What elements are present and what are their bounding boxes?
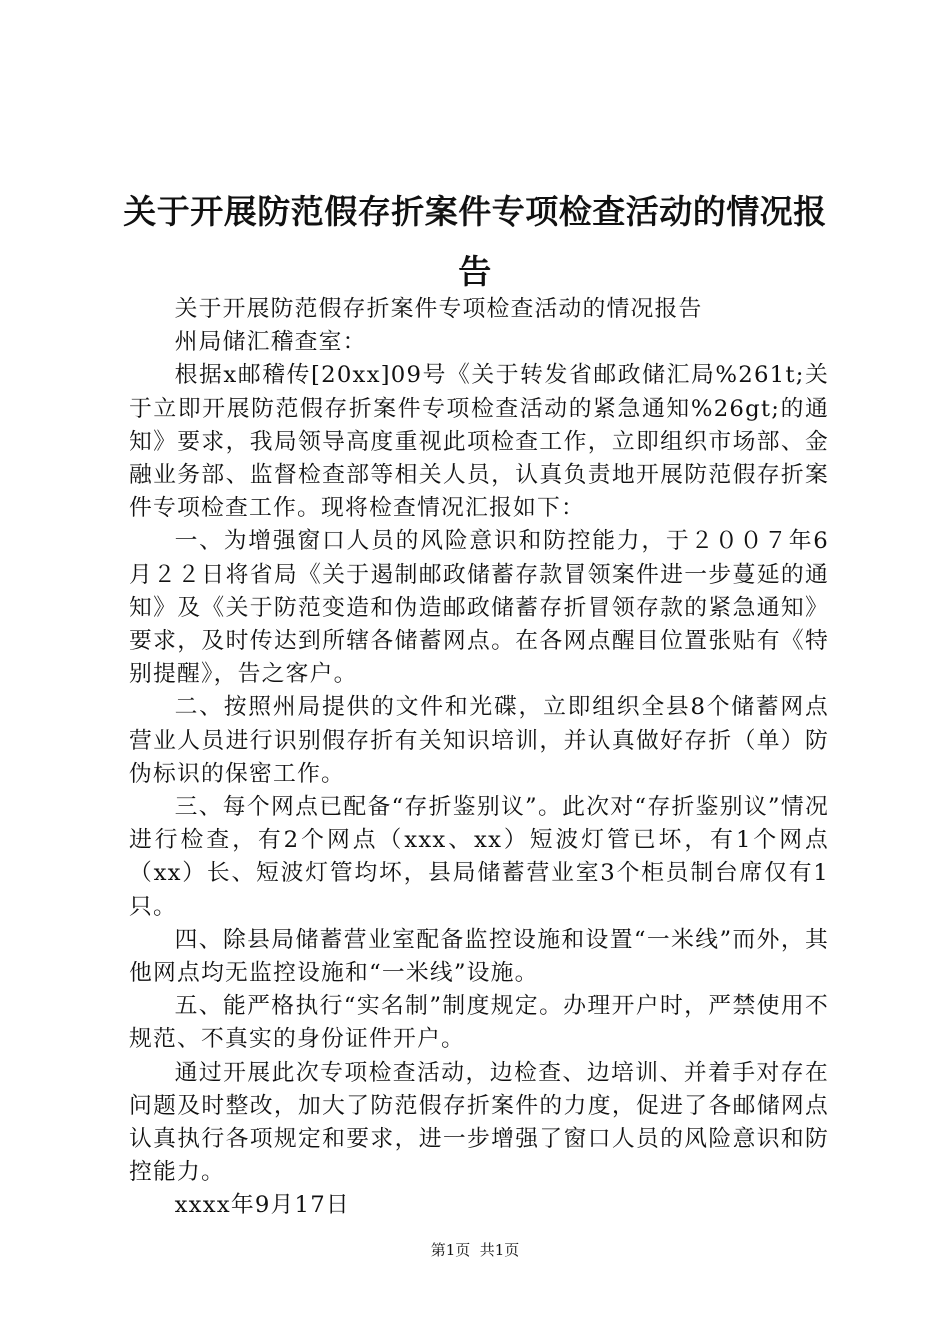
page-footer xyxy=(0,1240,950,1260)
body-paragraph-recipient: 州局储汇稽查室： xyxy=(174,329,367,356)
document-title: 关于开展防范假存折案件专项检查活动的情况报告 xyxy=(123,192,827,291)
body-paragraph-conclusion: 通过开展此次专项检查活动，边检查、边培训、并着手对存在问题及时整改，加大了防范假存折案件的力度，促进了各邮储网点认真执行各项规定和要求，进一步增强了窗口人员的风险意识和防控能力。 xyxy=(129,1059,829,1186)
page-number-label: 第1页 共1页 xyxy=(430,1241,520,1259)
body-paragraph-item-2: 二、按照州局提供的文件和光碟，立即组织全县8个储蓄网点营业人员进行识别假存折有关知识培训，并认真做好存折（单）防伪标识的保密工作。 xyxy=(129,694,829,787)
body-paragraph-item-5: 五、能严格执行“实名制”制度规定。办理开户时，严禁使用不规范、不真实的身份证件开户。 xyxy=(129,993,829,1053)
document-body xyxy=(129,293,829,1223)
body-paragraph-subtitle: 关于开展防范假存折案件专项检查活动的情况报告 xyxy=(174,296,703,322)
body-paragraph-item-3: 三、每个网点已配备“存折鉴别议”。此次对“存折鉴别议”情况进行检查，有2个网点（xxx、xx）短波灯管已坏，有1个网点（xx）长、短波灯管均坏，县局储蓄营业室3个柜员制台席仅有1只。 xyxy=(129,794,829,920)
body-paragraph-item-4: 四、除县局储蓄营业室配备监控设施和设置“一米线”而外，其他网点均无监控设施和“一米线”设施。 xyxy=(129,926,829,987)
body-paragraph-intro: 根据x邮稽传[20xx]09号《关于转发省邮政储汇局%261t;关于立即开展防范假存折案件专项检查活动的紧急通知%26gt;的通知》要求，我局领导高度重视此项检查工作，立即组织市场部、金融业务部、监督检查部等相关人员，认真负责地开展防范假存折案件专项检查工作。现将检查情况汇报如下： xyxy=(129,362,829,522)
body-paragraph-date: xxxx年9月17日 xyxy=(174,1192,350,1219)
body-paragraph-item-1: 一、为增强窗口人员的风险意识和防控能力，于２００７年6月２２日将省局《关于遏制邮政储蓄存款冒领案件进一步蔓延的通知》及《关于防范变造和伪造邮政储蓄存折冒领存款的紧急通知》要求，及时传达到所辖各储蓄网点。在各网点醒目位置张贴有《特别提醒》，告之客户。 xyxy=(129,528,829,688)
